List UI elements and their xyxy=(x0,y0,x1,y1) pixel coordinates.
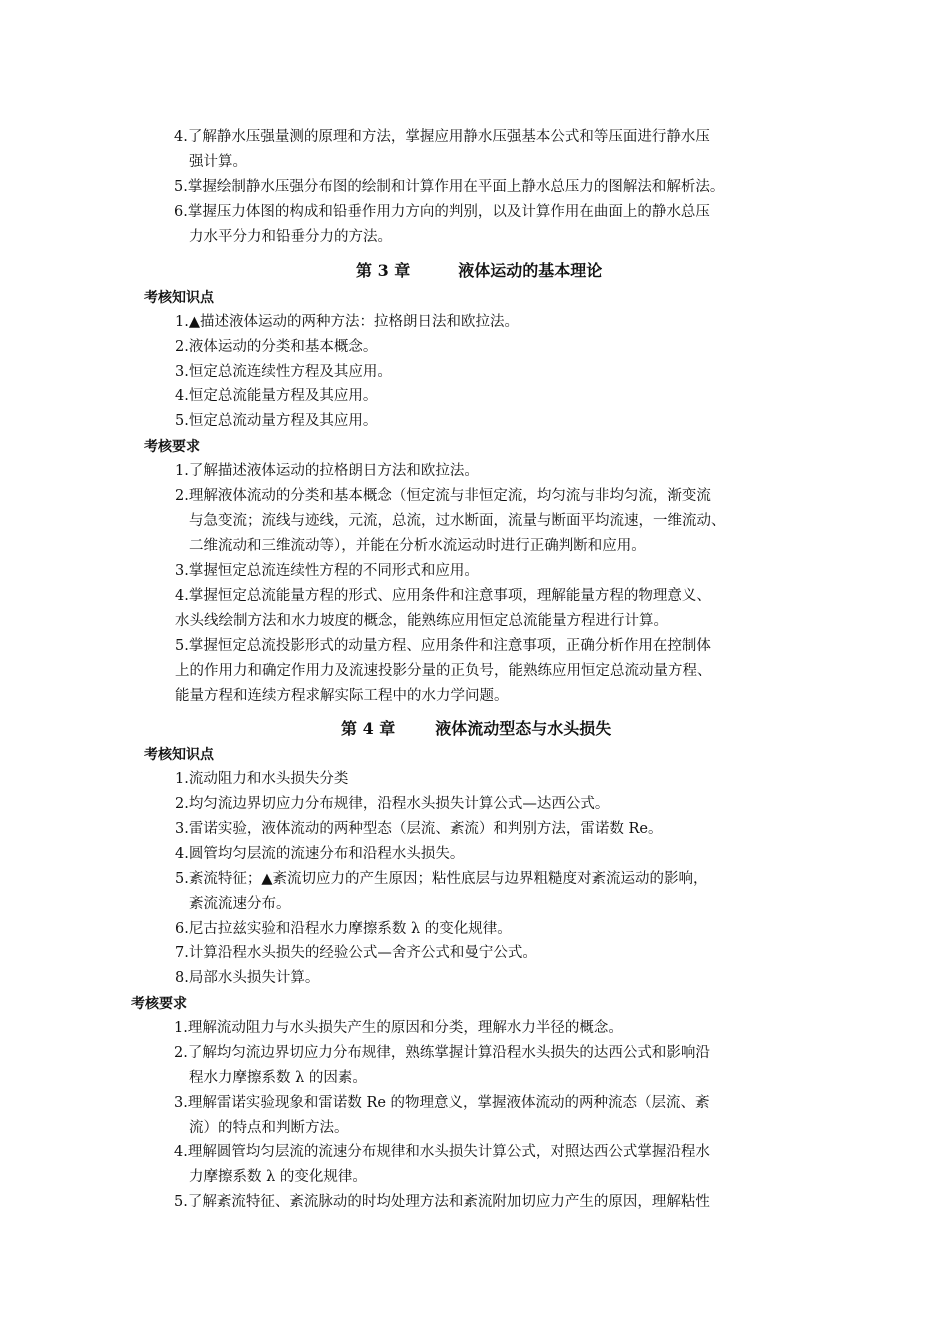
chapter4-requirement-item: 3.理解雷诺实验现象和雷诺数 Re 的物理意义，掌握液体流动的两种流态（层流、紊 xyxy=(174,1095,710,1111)
chapter4-knowledge-item: 3.雷诺实验，液体流动的两种型态（层流、紊流）和判别方法，雷诺数 Re。 xyxy=(175,821,663,837)
intro-item: 5.掌握绘制静水压强分布图的绘制和计算作用在平面上静水总压力的图解法和解析法。 xyxy=(174,179,725,195)
chapter4-heading xyxy=(341,718,611,740)
chapter3-requirement-item: 与急变流；流线与迹线，元流，总流，过水断面，流量与断面平均流速，一维流动、 xyxy=(189,513,726,529)
chapter3-title: 液体运动的基本理论 xyxy=(458,261,603,280)
chapter4-requirement-label: 考核要求 xyxy=(131,996,187,1012)
chapter4-requirement-item: 力摩擦系数 λ 的变化规律。 xyxy=(189,1169,367,1185)
chapter3-number: 第 3 章 xyxy=(356,261,411,280)
chapter4-knowledge-item: 5.紊流特征；▲紊流切应力的产生原因；粘性底层与边界粗糙度对紊流运动的影响， xyxy=(175,871,708,887)
chapter3-requirement-item: 5.掌握恒定总流投影形式的动量方程、应用条件和注意事项，正确分析作用在控制体 xyxy=(175,638,711,654)
chapter3-requirement-label: 考核要求 xyxy=(144,439,200,455)
intro-item: 4.了解静水压强量测的原理和方法，掌握应用静水压强基本公式和等压面进行静水压 xyxy=(174,129,710,145)
chapter3-knowledge-label: 考核知识点 xyxy=(144,290,214,306)
chapter3-requirement-item: 二维流动和三维流动等），并能在分析水流运动时进行正确判断和应用。 xyxy=(189,538,646,554)
chapter4-knowledge-item: 6.尼古拉兹实验和沿程水力摩擦系数 λ 的变化规律。 xyxy=(175,921,512,937)
chapter3-heading xyxy=(356,260,602,282)
intro-item: 力水平分力和铅垂分力的方法。 xyxy=(189,229,392,245)
chapter4-knowledge-item: 紊流流速分布。 xyxy=(189,896,291,912)
chapter3-knowledge-item: 2.液体运动的分类和基本概念。 xyxy=(175,339,378,355)
chapter4-knowledge-item: 8.局部水头损失计算。 xyxy=(175,970,320,986)
chapter4-requirement-item: 5.了解紊流特征、紊流脉动的时均处理方法和紊流附加切应力产生的原因，理解粘性 xyxy=(174,1194,710,1210)
chapter4-requirement-item: 2.了解均匀流边界切应力分布规律，熟练掌握计算沿程水头损失的达西公式和影响沿 xyxy=(174,1045,710,1061)
chapter3-requirement-item: 上的作用力和确定作用力及流速投影分量的正负号，能熟练应用恒定总流动量方程、 xyxy=(175,663,712,679)
chapter4-requirement-item: 流）的特点和判断方法。 xyxy=(189,1120,349,1136)
chapter4-title: 液体流动型态与水头损失 xyxy=(435,719,612,738)
chapter4-knowledge-label: 考核知识点 xyxy=(144,747,214,763)
chapter3-requirement-item: 3.掌握恒定总流连续性方程的不同形式和应用。 xyxy=(175,563,479,579)
chapter4-knowledge-item: 7.计算沿程水头损失的经验公式—舍齐公式和曼宁公式。 xyxy=(175,945,537,961)
intro-item: 强计算。 xyxy=(189,154,247,170)
intro-item: 6.掌握压力体图的构成和铅垂作用力方向的判别，以及计算作用在曲面上的静水总压 xyxy=(174,204,710,220)
chapter4-knowledge-item: 2.均匀流边界切应力分布规律，沿程水头损失计算公式—达西公式。 xyxy=(175,796,610,812)
chapter3-knowledge-item: 1.▲描述液体运动的两种方法：拉格朗日法和欧拉法。 xyxy=(175,314,519,330)
chapter3-knowledge-item: 4.恒定总流能量方程及其应用。 xyxy=(175,388,378,404)
chapter3-knowledge-item: 3.恒定总流连续性方程及其应用。 xyxy=(175,364,392,380)
chapter4-requirement-item: 1.理解流动阻力与水头损失产生的原因和分类，理解水力半径的概念。 xyxy=(174,1020,623,1036)
chapter4-knowledge-item: 4.圆管均匀层流的流速分布和沿程水头损失。 xyxy=(175,846,465,862)
chapter3-knowledge-item: 5.恒定总流动量方程及其应用。 xyxy=(175,413,378,429)
chapter3-requirement-item: 1.了解描述液体运动的拉格朗日方法和欧拉法。 xyxy=(175,463,479,479)
chapter4-requirement-item: 4.理解圆管均匀层流的流速分布规律和水头损失计算公式，对照达西公式掌握沿程水 xyxy=(174,1144,710,1160)
chapter3-requirement-item: 4.掌握恒定总流能量方程的形式、应用条件和注意事项，理解能量方程的物理意义、 xyxy=(175,588,711,604)
chapter4-requirement-item: 程水力摩擦系数 λ 的因素。 xyxy=(189,1070,367,1086)
chapter4-knowledge-item: 1.流动阻力和水头损失分类 xyxy=(175,771,349,787)
chapter4-number: 第 4 章 xyxy=(341,719,396,738)
chapter3-requirement-item: 能量方程和连续方程求解实际工程中的水力学问题。 xyxy=(175,688,509,704)
chapter3-requirement-item: 水头线绘制方法和水力坡度的概念，能熟练应用恒定总流能量方程进行计算。 xyxy=(175,613,668,629)
chapter3-requirement-item: 2.理解液体流动的分类和基本概念（恒定流与非恒定流，均匀流与非均匀流，渐变流 xyxy=(175,488,711,504)
